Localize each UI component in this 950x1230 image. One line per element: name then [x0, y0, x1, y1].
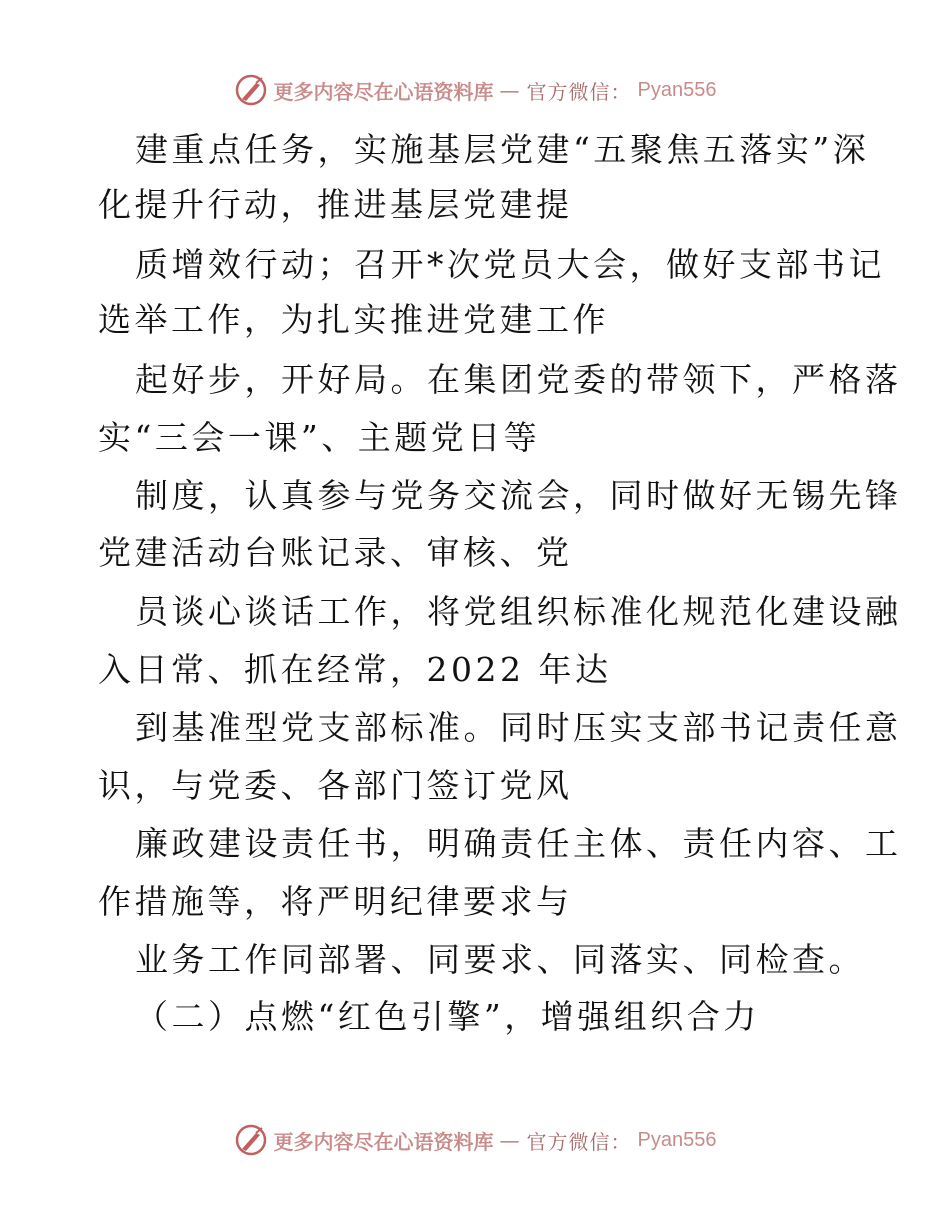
body-line-4: 选举工作，为扎实推进党建工作	[98, 300, 609, 339]
body-line-9: 员谈心谈话工作，将党组织标准化规范化建设融	[135, 592, 902, 631]
body-line-14: 作措施等，将严明纪律要求与	[98, 882, 573, 921]
watermark-footer	[0, 1120, 950, 1160]
body-line-11: 到基准型党支部标准。同时压实支部书记责任意	[135, 708, 902, 747]
watermark-wechat-id: Pyan556	[637, 1128, 717, 1151]
body-line-10: 入日常、抓在经常，2022 年达	[98, 650, 612, 689]
body-line-3: 质增效行动；召开*次党员大会，做好支部书记	[135, 245, 885, 284]
watermark-official-label: 官方微信：	[526, 1129, 632, 1154]
watermark-brand: 更多内容尽在心语资料库	[273, 1129, 494, 1154]
body-line-6: 实“三会一课”、主题党日等	[98, 418, 541, 457]
watermark-header	[0, 70, 950, 110]
body-line-5: 起好步，开好局。在集团党委的带领下，严格落	[135, 360, 902, 399]
body-line-12: 识，与党委、各部门签订党风	[98, 766, 573, 805]
watermark-separator: —	[499, 78, 521, 102]
body-line-8: 党建活动台账记录、审核、党	[98, 533, 573, 572]
body-line-2: 化提升行动，推进基层党建提	[98, 185, 573, 224]
body-line-1: 建重点任务，实施基层党建“五聚焦五落实”深	[135, 130, 870, 169]
watermark-official-label: 官方微信：	[526, 79, 632, 104]
watermark-brand: 更多内容尽在心语资料库	[273, 79, 494, 104]
watermark-separator: —	[499, 1128, 521, 1152]
body-line-7: 制度，认真参与党务交流会，同时做好无锡先锋	[135, 476, 902, 515]
quill-pen-logo-icon	[234, 73, 268, 107]
section-heading: （二）点燃“红色引擎”，增强组织合力	[135, 997, 760, 1036]
watermark-wechat-id: Pyan556	[637, 78, 717, 101]
quill-pen-logo-icon	[234, 1123, 268, 1157]
body-line-15: 业务工作同部署、同要求、同落实、同检查。	[135, 940, 865, 979]
body-line-13: 廉政建设责任书，明确责任主体、责任内容、工	[135, 824, 902, 863]
